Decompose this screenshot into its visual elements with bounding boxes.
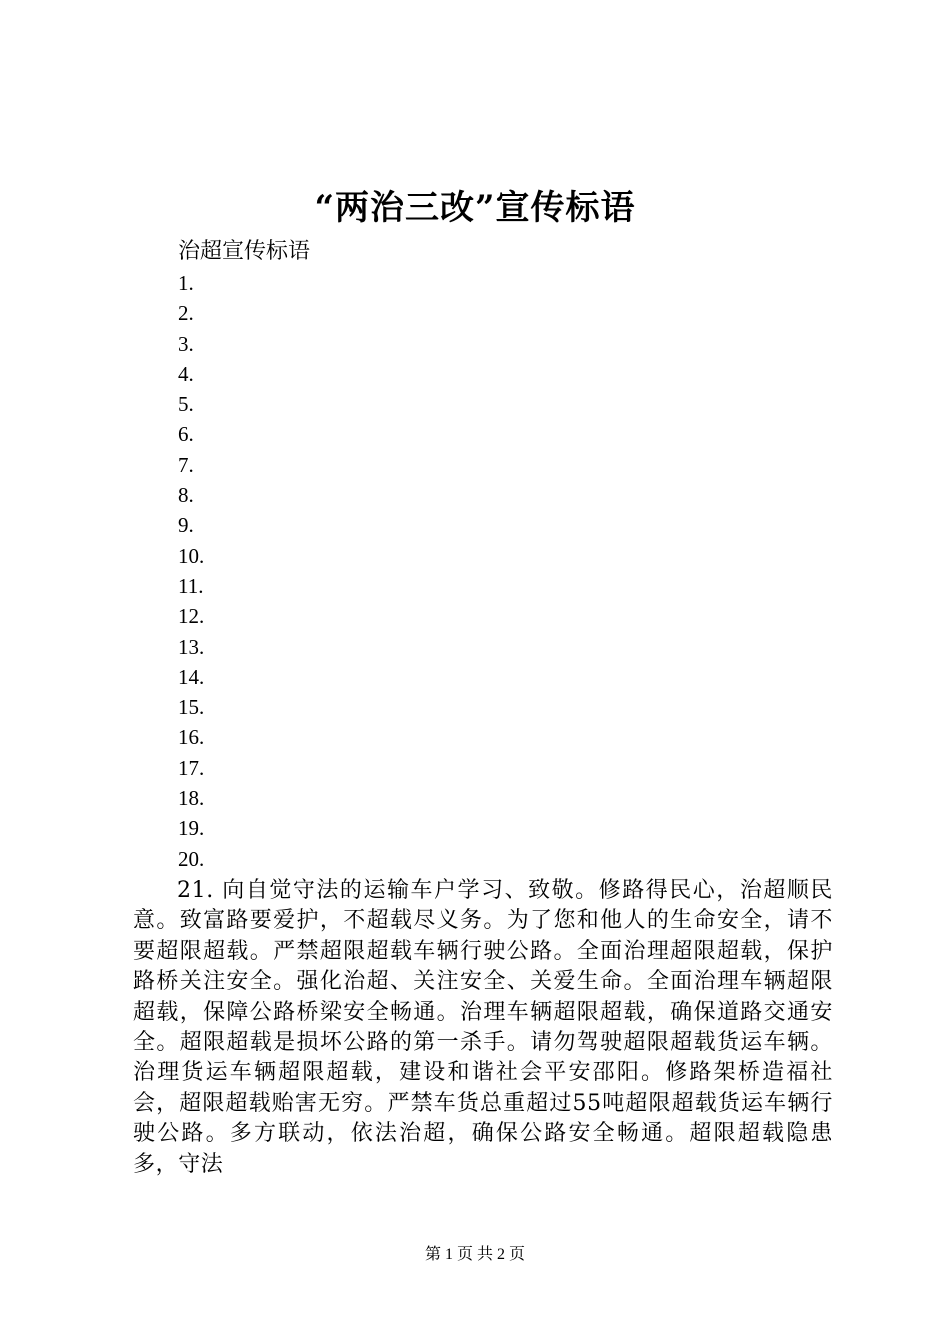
list-item: 16. [178,725,205,750]
list-item: 18. [178,786,205,811]
page-title: “两治三改”宣传标语 [314,188,636,228]
list-item: 1. [178,271,194,295]
section-subtitle: 治超宣传标语 [178,239,311,264]
list-item: 8. [178,483,194,508]
list-item: 10. [178,543,205,568]
list-item: 3. [178,331,194,356]
list-item: 17. [178,755,205,780]
list-item: 9. [178,513,194,538]
body-paragraph: 21. 向自觉守法的运输车户学习、致敬。修路得民心，治超顺民意。致富路要爱护，不超载尽义务。为了您和他人的生命安全，请不要超限超载。严禁超限超载车辆行驶公路。全面治理超限超载，保护路桥关注安全。强化治超、关注安全、关爱生命。全面治理车辆超限超载，保障公路桥梁安全畅通。治理车辆超限超载，确保道路交通安全。超限超载是损坏公路的第一杀手。请勿驾驶超限超载货运车辆。治理货运车辆超限超载，建设和谐社会平安邵阳。修路架桥造福社会，超限超载贻害无穷。严禁车货总重超过55吨超限超载货运车辆行驶公路。多方联动，依法治超，确保公路安全畅通。超限超载隐患多，守法 [133,878,833,1177]
list-item: 14. [178,664,205,689]
list-item: 2. [178,301,194,326]
list-item: 13. [178,634,205,659]
list-item: 11. [178,573,204,598]
list-item: 19. [178,816,205,841]
list-item: 20. [178,846,205,871]
list-item: 12. [178,604,205,629]
list-item: 4. [178,361,194,386]
list-item: 7. [178,452,194,477]
list-item: 15. [178,695,205,720]
list-item: 6. [178,422,194,447]
page-number-footer: 第 1 页 共 2 页 [424,1246,525,1263]
numbered-list [178,268,204,874]
list-item: 5. [178,392,194,417]
